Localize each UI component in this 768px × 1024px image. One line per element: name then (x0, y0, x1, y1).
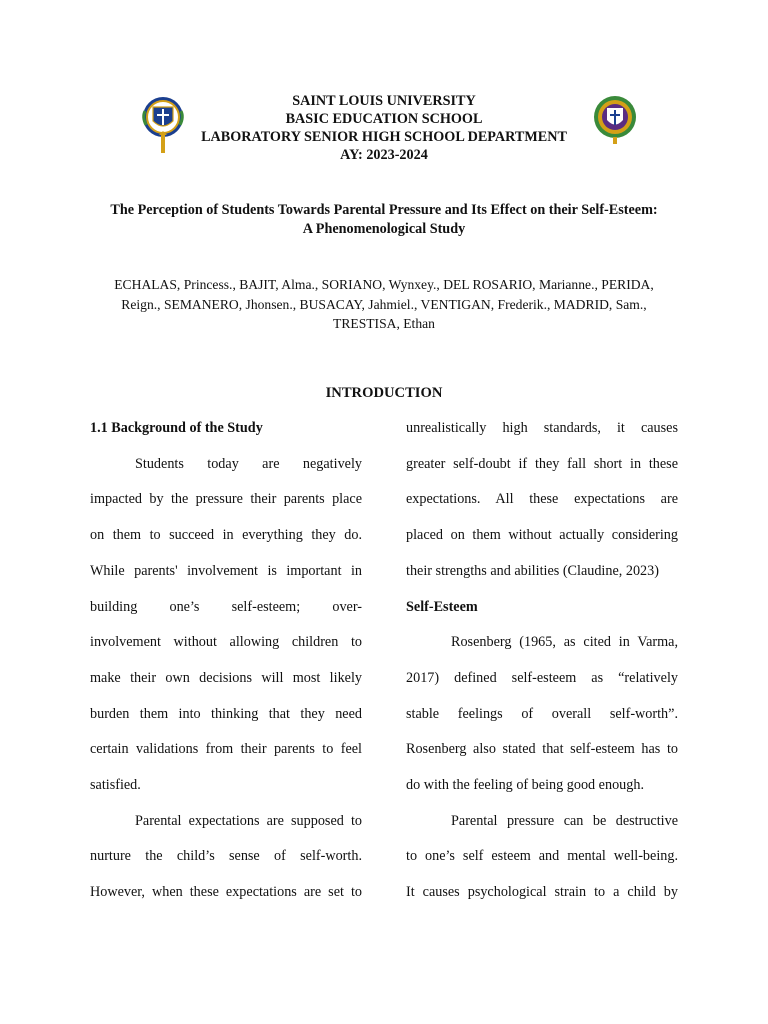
body-line: burden them into thinking that they need (90, 705, 362, 722)
body-line: on them to succeed in everything they do. (90, 527, 362, 544)
left-column (90, 411, 362, 911)
body-line: to one’s self esteem and mental well-being. (406, 848, 678, 865)
authors-line-2: Reign., SEMANERO, Jhonsen., BUSACAY, Jahmiel., VENTIGAN, Frederik., MADRID, Sam., (121, 296, 647, 312)
authors-line-3: TRESTISA, Ethan (333, 316, 435, 331)
body-line: placed on them without actually considering (406, 527, 678, 544)
institution-header (0, 92, 768, 164)
body-line: make their own decisions will most likely (90, 669, 362, 686)
body-line: unrealistically high standards, it causes (406, 420, 678, 436)
academic-year: AY: 2023-2024 (340, 147, 428, 163)
body-line: their strengths and abilities (Claudine, 2023) (406, 562, 659, 579)
introduction-heading: INTRODUCTION (325, 385, 443, 401)
school-name: BASIC EDUCATION SCHOOL (285, 111, 483, 127)
body-line: It causes psychological strain to a child by (406, 884, 678, 901)
body-line: Rosenberg (1965, as cited in Varma, (451, 634, 678, 651)
university-name: SAINT LOUIS UNIVERSITY (292, 93, 476, 109)
body-line: satisfied. (90, 777, 141, 794)
body-line: 2017) defined self-esteem as “relatively (406, 669, 678, 686)
paper-title (60, 201, 708, 238)
body-line: building one’s self-esteem; over- (90, 598, 362, 615)
body-line: nurture the child’s sense of self-worth. (90, 848, 362, 865)
body-line: do with the feeling of being good enough. (406, 777, 644, 794)
title-line-1: The Perception of Students Towards Parental Pressure and Its Effect on their Self-Esteem: (110, 202, 658, 218)
authors-line-1: ECHALAS, Princess., BAJIT, Alma., SORIANO, Wynxey., DEL ROSARIO, Marianne., PERIDA, (114, 277, 654, 292)
body-line: Parental expectations are supposed to (135, 812, 362, 829)
right-column (406, 411, 678, 911)
body-line: While parents' involvement is important in (90, 562, 362, 579)
body-line: expectations. All these expectations are (406, 491, 678, 508)
body-line: Parental pressure can be destructive (451, 812, 678, 829)
body-line: involvement without allowing children to (90, 634, 362, 651)
body-line: certain validations from their parents to feel (90, 741, 362, 758)
title-line-2: A Phenomenological Study (302, 220, 466, 237)
body-line: greater self-doubt if they fall short in these (406, 455, 678, 472)
body-line: Students today are negatively (135, 455, 362, 472)
author-list (92, 275, 676, 334)
body-line: Rosenberg also stated that self-esteem has to (406, 741, 678, 758)
department-name: LABORATORY SENIOR HIGH SCHOOL DEPARTMENT (201, 129, 567, 145)
self-esteem-heading: Self-Esteem (406, 598, 478, 615)
body-line: stable feelings of overall self-worth”. (406, 705, 678, 722)
body-line: impacted by the pressure their parents place (90, 491, 362, 508)
background-heading: 1.1 Background of the Study (90, 420, 263, 436)
body-line: However, when these expectations are set to (90, 884, 362, 901)
